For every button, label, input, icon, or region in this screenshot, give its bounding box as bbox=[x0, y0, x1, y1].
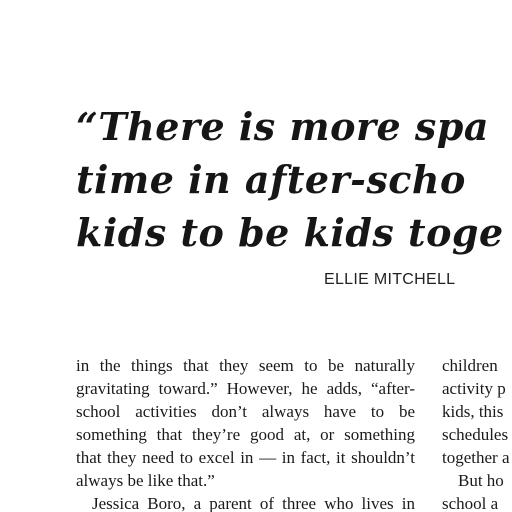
body-line: children bbox=[442, 356, 498, 375]
body-line: school a bbox=[442, 494, 499, 512]
body-column-right bbox=[442, 354, 512, 512]
pull-quote-line-2: time in after-scho bbox=[76, 157, 466, 202]
body-line: always be like that.” bbox=[76, 471, 215, 490]
body-line: that they need to excel in — in fact, it shouldn’t bbox=[76, 448, 415, 467]
attribution-name: ELLIE MITCHELL bbox=[324, 271, 456, 288]
pull-quote-attribution bbox=[300, 271, 500, 289]
body-line: Jessica Boro, a parent of three who lives in bbox=[92, 494, 415, 512]
pull-quote bbox=[76, 100, 512, 259]
body-line: together a bbox=[442, 448, 510, 467]
body-line: schedules bbox=[442, 425, 509, 444]
pull-quote-line-3: kids to be kids toge bbox=[76, 210, 504, 255]
body-line: But ho bbox=[458, 471, 504, 490]
body-line: activity p bbox=[442, 379, 506, 398]
body-line: gravitating toward.” However, he adds, “after- bbox=[76, 379, 415, 398]
body-line: something that they’re good at, or something bbox=[76, 425, 415, 444]
body-line: kids, this bbox=[442, 402, 504, 421]
pull-quote-line-1: “There is more spa bbox=[76, 104, 489, 149]
body-column-left bbox=[76, 354, 415, 512]
body-line: in the things that they seem to be naturally bbox=[76, 356, 415, 375]
body-line: school activities don’t always have to be bbox=[76, 402, 415, 421]
